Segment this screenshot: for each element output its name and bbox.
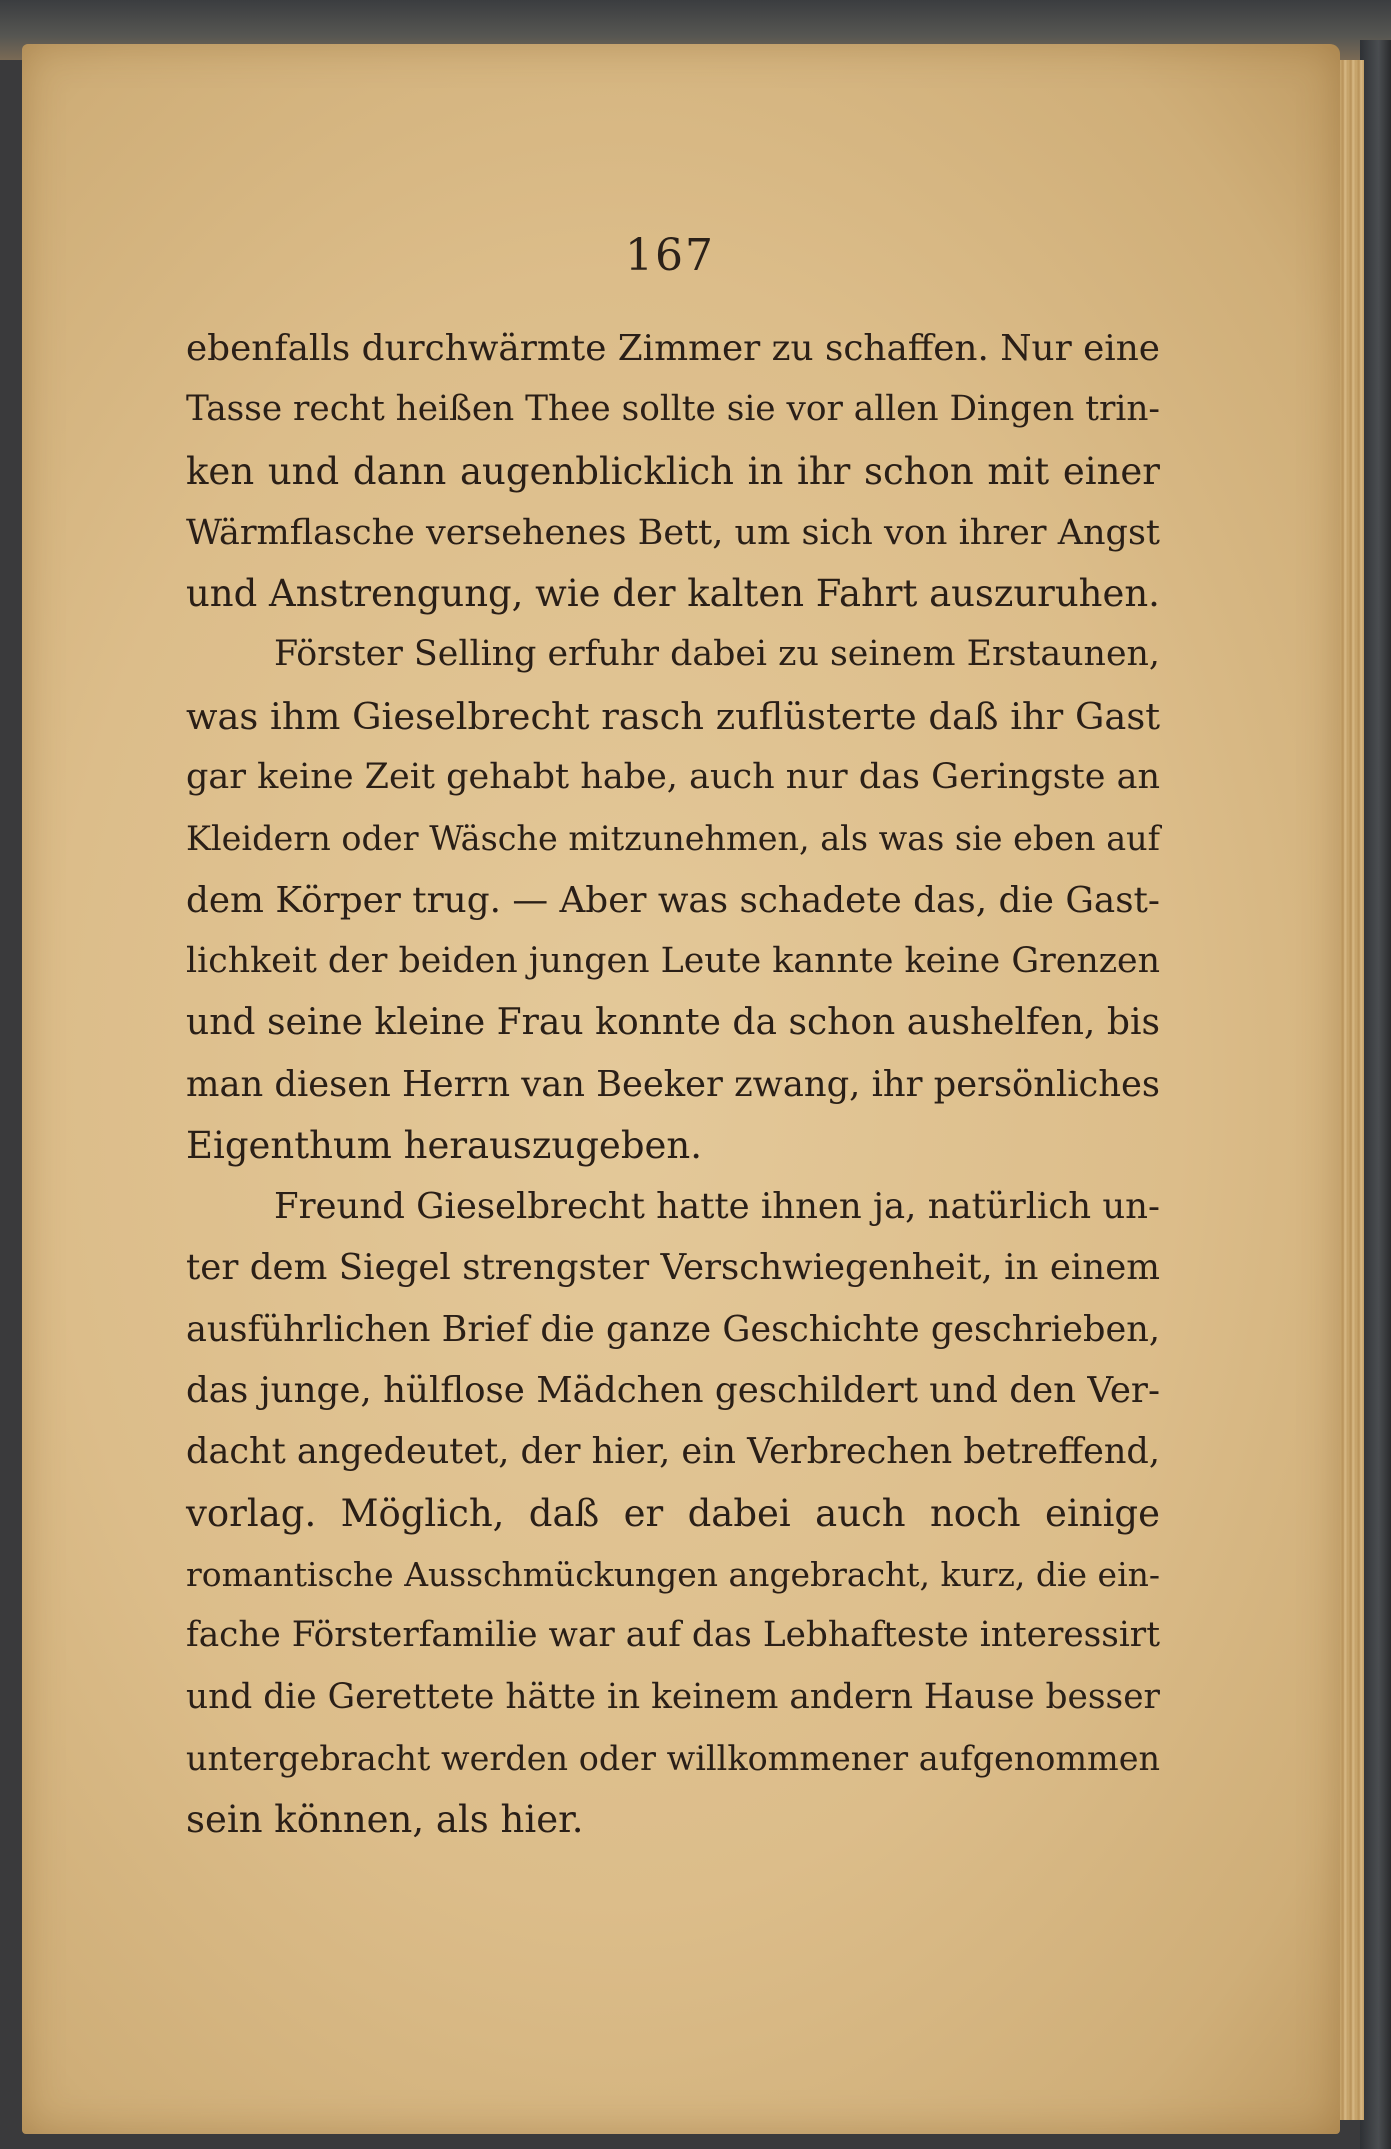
text-line: dacht angedeutet, der hier, ein Verbrechen betreffend, xyxy=(186,1431,1160,1473)
text-line: lichkeit der beiden jungen Leute kannte keine Grenzen xyxy=(186,940,1160,981)
text-line: Freund Gieselbrecht hatte ihnen ja, natürlich un- xyxy=(274,1186,1160,1228)
text-line: und die Gerettete hätte in keinem andern Hause besser xyxy=(186,1676,1160,1717)
text-line: ter dem Siegel strengster Verschwiegenheit, in einem xyxy=(186,1247,1160,1289)
text-line: Tasse recht heißen Thee sollte sie vor allen Dingen trin- xyxy=(186,389,1160,430)
text-line: ebenfalls durchwärmte Zimmer zu schaffen. Nur eine xyxy=(186,328,1160,369)
text-line: und seine kleine Frau konnte da schon aushelfen, bis xyxy=(186,1001,1160,1044)
text-line: gar keine Zeit gehabt habe, auch nur das Geringste an xyxy=(186,757,1160,798)
text-line: vorlag. Möglich, daß er dabei auch noch einige xyxy=(186,1491,1160,1535)
text-line: ausführlichen Brief die ganze Geschichte geschrieben, xyxy=(186,1308,1160,1350)
text-line: fache Försterfamilie war auf das Lebhafteste interessirt xyxy=(186,1615,1160,1656)
book-cover-edge xyxy=(1360,40,1391,2149)
text-line: untergebracht werden oder willkommener aufgenommen xyxy=(186,1738,1160,1778)
text-line: und Anstrengung, wie der kalten Fahrt auszuruhen. xyxy=(186,572,1160,616)
text-line: was ihm Gieselbrecht rasch zuflüsterte daß ihr Gast xyxy=(186,694,1160,738)
text-line: dem Körper trug. — Aber was schadete das, die Gast- xyxy=(186,879,1160,921)
text-line: Kleidern oder Wäsche mitzunehmen, als was sie eben auf xyxy=(186,819,1160,859)
text-line: Eigenthum herauszugeben. xyxy=(186,1123,702,1167)
text-line: sein können, als hier. xyxy=(186,1798,584,1842)
text-line: ken und dann augenblicklich in ihr schon mit einer xyxy=(186,449,1160,493)
text-line: man diesen Herrn van Beeker zwang, ihr persönliches xyxy=(186,1063,1160,1105)
page-number: 167 xyxy=(625,230,715,281)
body-text xyxy=(186,318,1160,1850)
text-line: Wärmflasche versehenes Bett, um sich von ihrer Angst xyxy=(186,511,1160,553)
text-line: Förster Selling erfuhr dabei zu seinem Erstaunen, xyxy=(274,634,1160,675)
text-line: romantische Ausschmückungen angebracht, kurz, die ein- xyxy=(186,1554,1160,1594)
text-line: das junge, hülflose Mädchen geschildert und den Ver- xyxy=(186,1370,1160,1412)
